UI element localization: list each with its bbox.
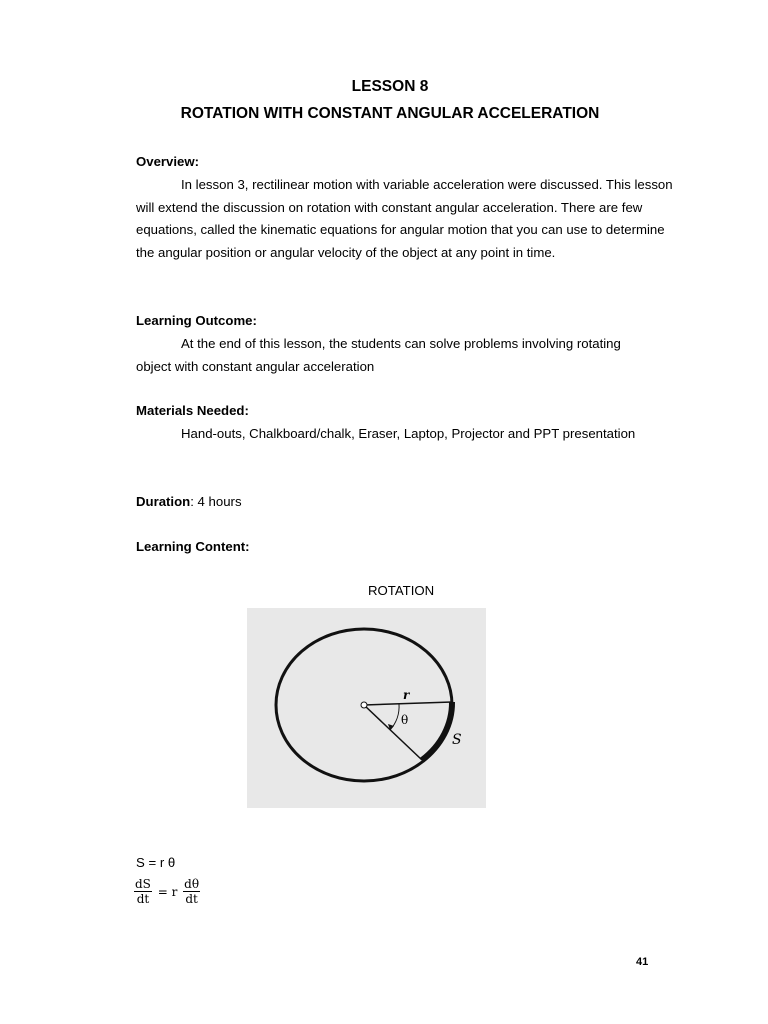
- learning-content-heading: Learning Content:: [136, 539, 250, 554]
- denominator-dt-right: dt: [185, 892, 198, 906]
- equals-r: = r: [157, 884, 178, 899]
- numerator-dtheta: dθ: [184, 877, 200, 891]
- learning-outcome-text: At the end of this lesson, the students can solve problems involving rotating object with constant angular acceleration: [136, 336, 621, 374]
- overview-heading: Overview:: [136, 154, 200, 169]
- figure-caption: ROTATION: [368, 583, 435, 598]
- label-r: r: [403, 688, 410, 702]
- center-point: [361, 702, 367, 708]
- denominator-dt-left: dt: [136, 892, 150, 906]
- duration-value: : 4 hours: [190, 494, 242, 509]
- materials-heading: Materials Needed:: [136, 403, 249, 418]
- equation-derivative: [134, 877, 200, 906]
- rotation-figure: [247, 608, 486, 808]
- rotation-diagram: [247, 608, 486, 808]
- fraction-dtheta-dt: [183, 877, 200, 906]
- lesson-number: LESSON 8: [351, 78, 429, 95]
- label-s: S: [452, 732, 462, 748]
- learning-outcome-heading: Learning Outcome:: [136, 313, 257, 328]
- numerator-ds: dS: [135, 877, 151, 891]
- page-number: 41: [636, 956, 649, 968]
- lesson-title: ROTATION WITH CONSTANT ANGULAR ACCELERATION: [180, 105, 600, 122]
- label-theta: θ: [401, 713, 409, 727]
- fraction-ds-dt: [134, 877, 152, 906]
- duration-label: Duration: [136, 494, 191, 509]
- overview-text: In lesson 3, rectilinear motion with variable acceleration were discussed. This lesson will extend the discussion on rotation with constant angular acceleration. There are few equations, called the kinematic equations for angular motion that you can use to determine the angular position or angular velocity of the object at any point in time.: [136, 177, 673, 260]
- materials-text: Hand-outs, Chalkboard/chalk, Eraser, Laptop, Projector and PPT presentation: [181, 426, 636, 441]
- equation-arc-length: S = r θ: [136, 855, 176, 870]
- duration-line: [136, 494, 242, 509]
